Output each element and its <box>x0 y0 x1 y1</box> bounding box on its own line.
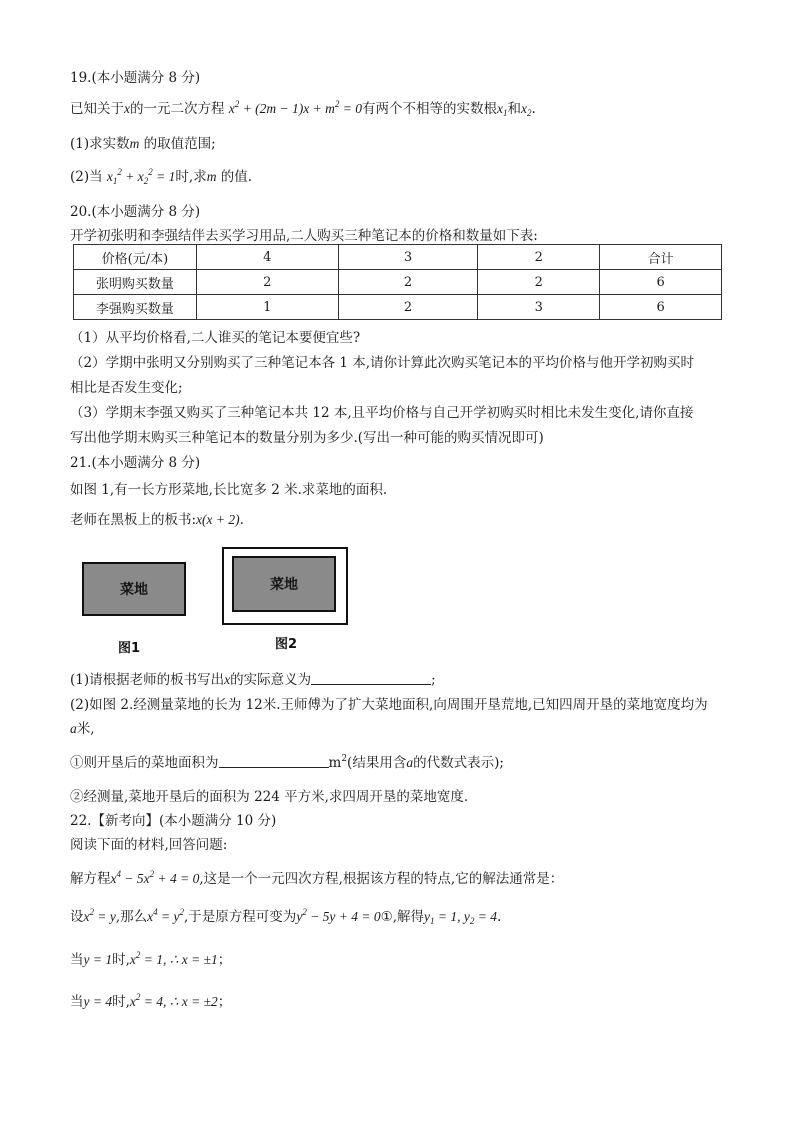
q21-header: 21.(本小题满分 8 分) <box>70 455 201 471</box>
q20-part2a: （2）学期中张明又分别购买了三种笔记本各 1 本,请你计算此次购买笔记本的平均价格与他开学初购买时 <box>70 355 695 371</box>
q19-header: 19.(本小题满分 8 分) <box>70 70 201 86</box>
vegetable-field: 菜地 <box>232 556 336 612</box>
answer-blank[interactable] <box>311 672 431 685</box>
figure-2-caption: 图2 <box>275 637 298 652</box>
q19-condition: $x_1^2 + x_2^2 = 1$ <box>106 167 176 186</box>
vegetable-field: 菜地 <box>82 562 186 616</box>
q22-header: 22.【新考向】(本小题满分 10 分) <box>70 813 277 829</box>
q21-part1: (1)请根据老师的板书写出x的实际意义为 ; <box>70 672 436 688</box>
q20-part2b: 相比是否发生变化; <box>70 380 183 396</box>
q20-part3a: （3）学期末李强又购买了三种笔记本共 12 本,且平均价格与自己开学初购买时相比未发生变化,请你直接 <box>70 405 694 421</box>
q21-intro: 如图 1,有一长方形菜地,长比宽多 2 米.求菜地的面积. <box>70 482 388 498</box>
answer-blank[interactable] <box>219 755 329 768</box>
table-row: 张明购买数量 2 2 2 6 <box>74 270 722 295</box>
board-expression: x(x + 2) <box>196 512 240 527</box>
q20-part1: （1）从平均价格看,二人谁买的笔记本要便宜些? <box>70 330 361 346</box>
q20-part3b: 写出他学期末购买三种笔记本的数量分别为多少.(写出一种可能的购买情况即可) <box>70 430 544 446</box>
q22-line2: 设$x^2 = y$,那么$x^4 = y^2$,于是原方程可变为$y^2 - 5y + 4$ = 0①,解得$y_1 = 1$, $y_2 = 4$. <box>70 907 502 926</box>
q21-part2: (2)如图 2.经测量菜地的长为 12米.王师傅为了扩大菜地面积,向周围开垦荒地,已知四周开垦的菜地宽度均为 <box>70 697 708 713</box>
table-row: 李强购买数量 1 2 3 6 <box>74 295 722 320</box>
price-table <box>73 244 722 320</box>
q22-line3: 当y = 1时$,x^2 = 1$, ∴ x = ±1； <box>70 950 232 968</box>
q21-sub2: ②经测量,菜地开垦后的面积为 224 平方米,求四周开垦的菜地宽度. <box>70 789 469 805</box>
q21-sub1: ①则开垦后的菜地面积为 $m^2$(结果用含a的代数式表示); <box>70 754 504 771</box>
q21-part2-cont: a米, <box>70 721 95 737</box>
q21-board: 老师在黑板上的板书:x(x + 2). <box>70 512 244 528</box>
q19-part1: (1)求实数m 的取值范围; <box>70 136 216 152</box>
q22-read: 阅读下面的材料,回答问题: <box>70 837 228 853</box>
q19-part2: (2)当 $x_1^2 + x_2^2 = 1$时,求m 的值. <box>70 167 253 186</box>
q19-equation: $x^2 + (2m - 1)x + m^2 = 0$ <box>228 99 362 116</box>
q20-intro: 开学初张明和李强结伴去买学习用品,二人购买三种笔记本的价格和数量如下表: <box>70 228 538 244</box>
q19-intro: 已知关于x的一元二次方程 $x^2 + (2m - 1)x + m^2 = 0$有两个不相等的实数根$x_1$和$x_2$. <box>70 99 536 118</box>
figure-1-caption: 图1 <box>118 641 141 656</box>
table-header-row: 价格(元/本) 4 3 2 合计 <box>74 245 722 270</box>
q22-line4: 当y = 4时$,x^2 = 4$, ∴ x = ±2； <box>70 992 232 1010</box>
q20-header: 20.(本小题满分 8 分) <box>70 204 201 220</box>
q22-line1: 解方程$x^4 - 5x^2 + 4 = 0$,这是一个一元四次方程,根据该方程的特点,它的解法通常是： <box>70 869 564 887</box>
